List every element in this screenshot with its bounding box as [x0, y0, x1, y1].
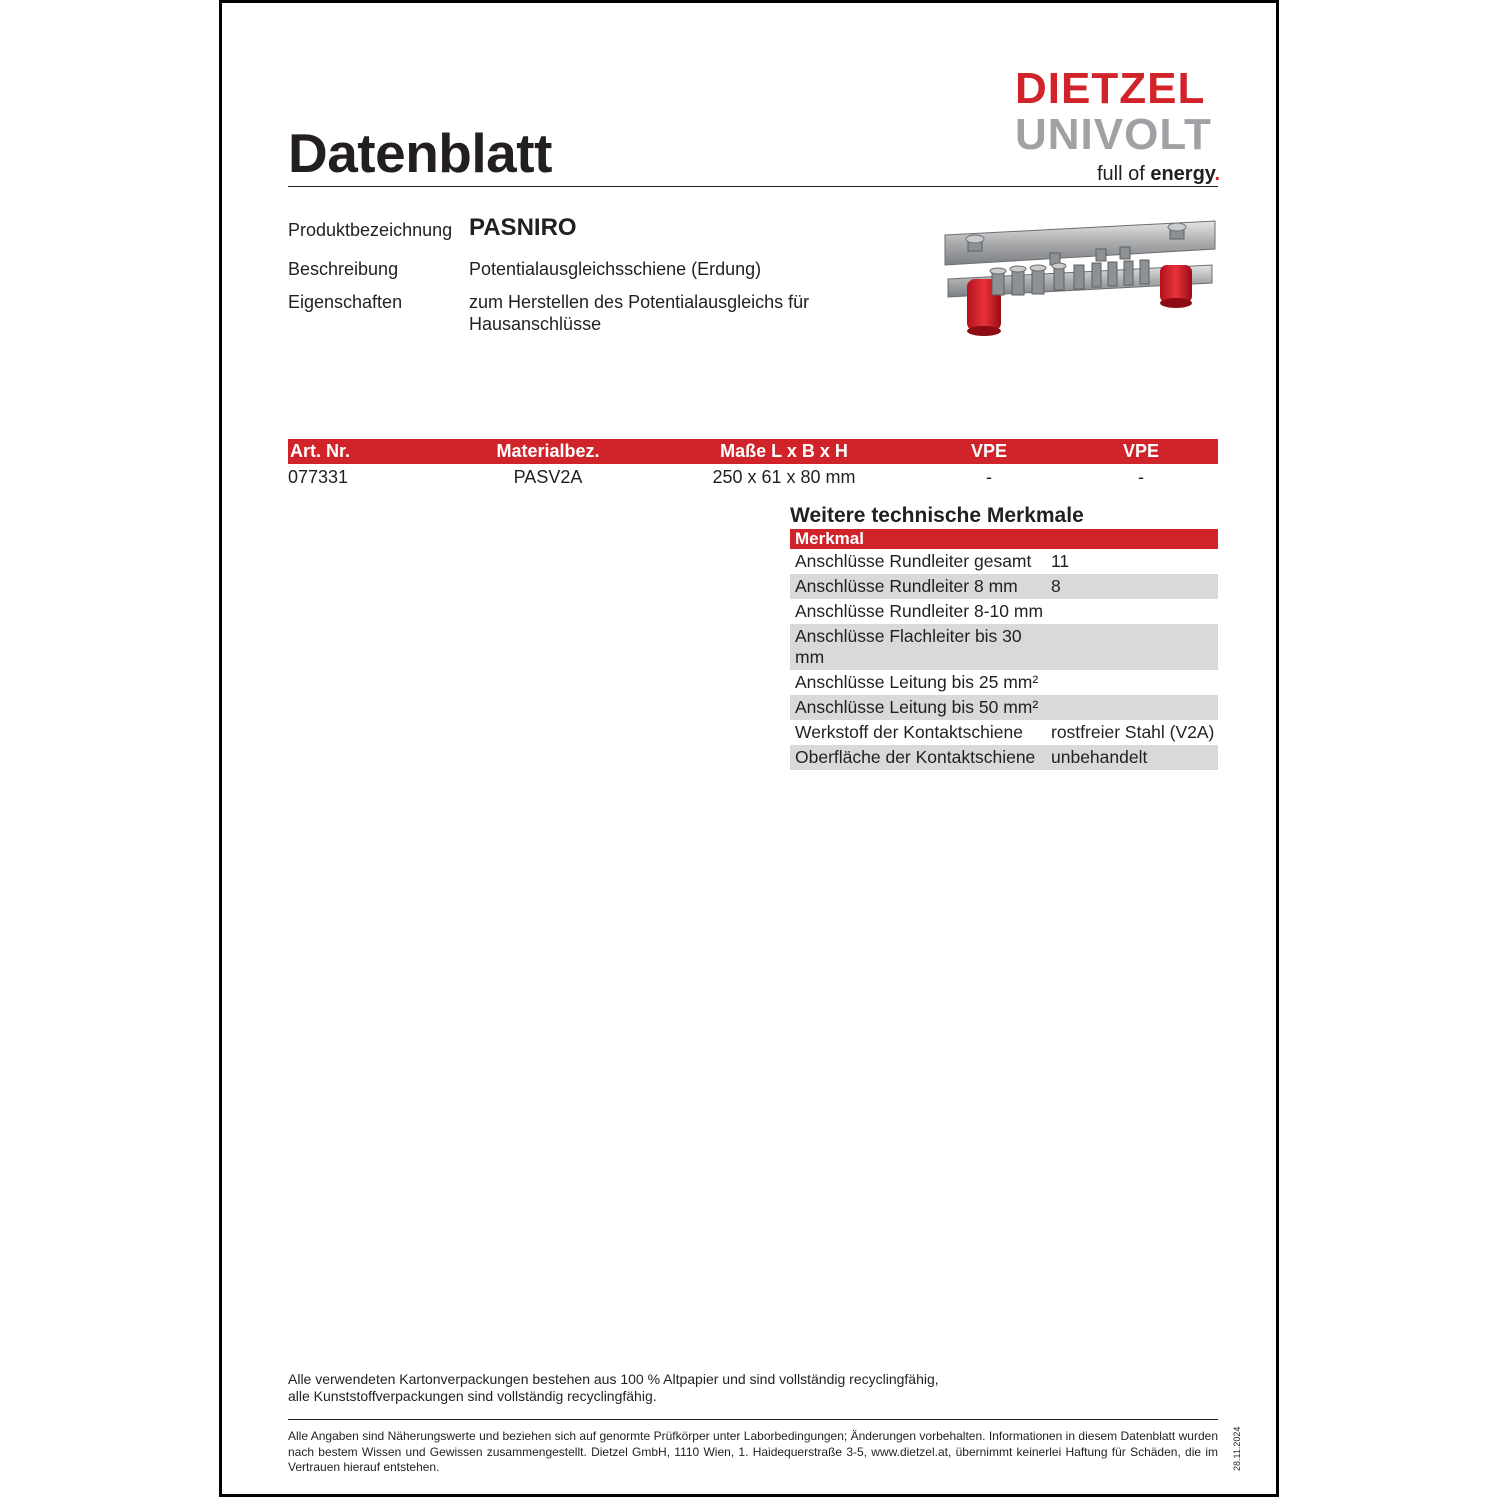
recycling-note-line-1: Alle verwendeten Kartonverpackungen bestehen aus 100 % Altpapier und sind vollständig recyclingfähig, — [288, 1371, 939, 1387]
product-name-label: Produktbezeichnung — [288, 220, 453, 240]
cell-art-nr: 077331 — [288, 467, 349, 487]
page-title: Datenblatt — [288, 122, 552, 184]
product-name: PASNIRO — [469, 214, 577, 241]
recycling-note — [288, 1371, 939, 1405]
table-row — [790, 624, 1218, 670]
col-header-vpe-1: VPE — [970, 441, 1008, 461]
properties-label: Eigenschaften — [288, 292, 403, 312]
properties-value — [469, 291, 809, 335]
print-date — [1232, 1426, 1272, 1473]
busbar-illustration — [940, 213, 1220, 343]
feature-key: Oberfläche der Kontaktschiene — [795, 747, 1036, 767]
feature-value — [1047, 672, 1218, 693]
feature-value: unbehandelt — [1051, 747, 1148, 767]
table-row — [790, 670, 1218, 695]
feature-key: Werkstoff der Kontaktschiene — [795, 722, 1023, 742]
feature-value: 8 — [1051, 576, 1061, 596]
table-row — [790, 574, 1218, 599]
feature-key: Anschlüsse Flachleiter bis 30 mm — [795, 626, 1022, 667]
logo-line-univolt: UNIVOLT — [1015, 110, 1212, 159]
table-row — [790, 695, 1218, 720]
feature-value — [1047, 697, 1218, 718]
properties-line-1: zum Herstellen des Potentialausgleichs für — [469, 292, 810, 312]
technical-features-header: Merkmal — [790, 529, 1218, 549]
cell-vpe-2: - — [1138, 467, 1144, 487]
description-label: Beschreibung — [288, 259, 399, 279]
disclaimer-text: Alle Angaben sind Näherungswerte und beziehen sich auf genormte Prüfkörper unter Laborbedingungen; Änderungen vorbehalten. Informationen in diesem Datenblatt wurden nach bestem Wissen und Gewissen zusammengestellt. Dietzel GmbH, 1110 Wien, 1. Haidequerstraße 3-5, www.dietzel.at, übernimmt keinerlei Haftung für Schäden, die im Vertrauen hierauf entstehen. — [288, 1429, 1218, 1474]
title-divider — [288, 186, 1218, 187]
logo-line-dietzel: DIETZEL — [1015, 64, 1206, 113]
cell-dimensions: 250 x 61 x 80 mm — [712, 467, 856, 487]
table-row — [790, 745, 1218, 770]
feature-key: Anschlüsse Rundleiter 8-10 mm — [795, 601, 1044, 621]
print-date-text: 28.11.2024 — [1232, 1426, 1242, 1471]
datasheet-page — [219, 0, 1279, 1497]
feature-key: Anschlüsse Leitung bis 25 mm² — [795, 672, 1039, 692]
table-row — [790, 720, 1218, 745]
col-header-vpe-2: VPE — [1122, 441, 1160, 461]
description-value: Potentialausgleichsschiene (Erdung) — [469, 259, 762, 279]
feature-key: Anschlüsse Rundleiter gesamt — [795, 551, 1032, 571]
recycling-note-line-2: alle Kunststoffverpackungen sind vollständig recyclingfähig. — [288, 1388, 657, 1404]
col-header-art-nr: Art. Nr. — [290, 441, 351, 461]
technical-features-section — [790, 503, 1218, 770]
product-photo — [940, 213, 1220, 343]
feature-value — [1035, 626, 1218, 668]
table-row — [790, 599, 1218, 624]
feature-value: 11 — [1051, 551, 1070, 571]
col-header-dimensions: Maße L x B x H — [720, 441, 848, 461]
feature-key: Anschlüsse Leitung bis 50 mm² — [795, 697, 1039, 717]
col-header-material: Materialbez. — [496, 441, 600, 461]
technical-features-title: Weitere technische Merkmale — [790, 504, 1084, 527]
logo-tagline: full of energy. — [1096, 163, 1220, 185]
cell-material: PASV2A — [513, 467, 583, 487]
table-row — [288, 464, 1218, 490]
properties-line-2: Hausanschlüsse — [469, 314, 602, 334]
feature-value — [1090, 601, 1218, 622]
footer-divider — [288, 1419, 1218, 1420]
article-table — [288, 439, 1218, 490]
feature-value: rostfreier Stahl (V2A) — [1051, 722, 1215, 742]
company-logo — [1015, 64, 1220, 187]
table-row — [790, 549, 1218, 574]
feature-key: Anschlüsse Rundleiter 8 mm — [795, 576, 1018, 596]
article-table-header — [288, 439, 1218, 464]
cell-vpe-1: - — [986, 467, 992, 487]
